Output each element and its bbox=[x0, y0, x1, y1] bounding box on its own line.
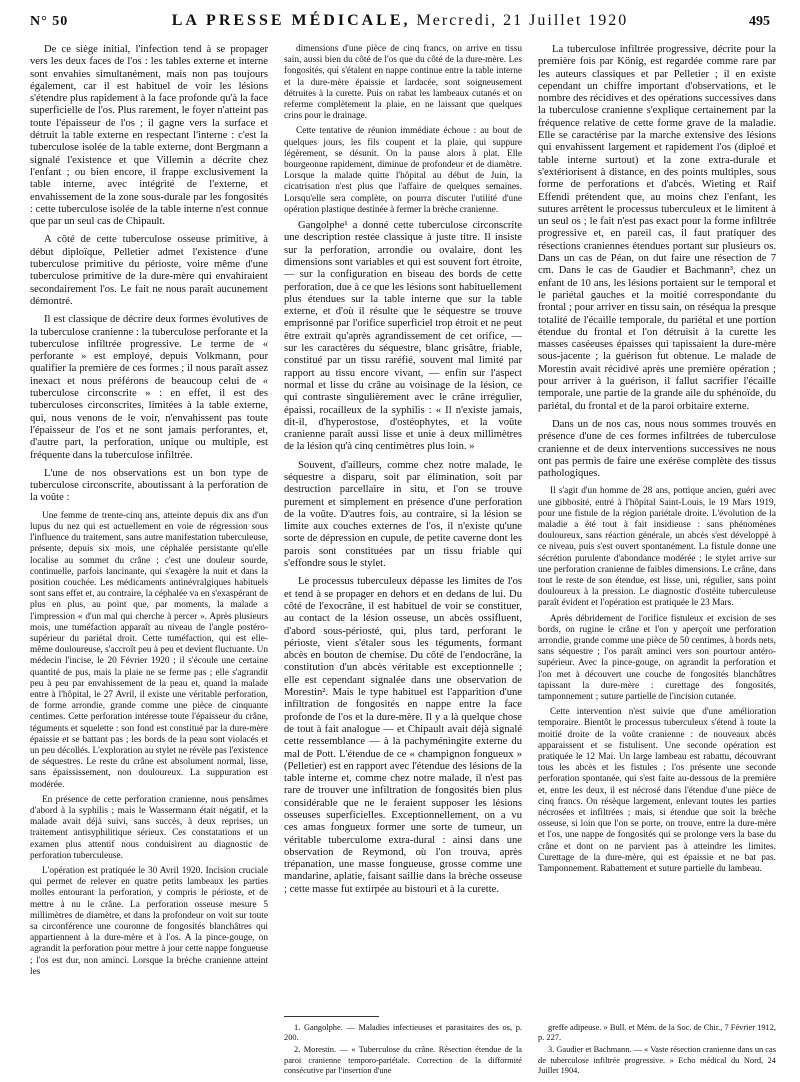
column-left bbox=[30, 44, 268, 982]
case-report-paragraph: Cette tentative de réunion immédiate échoue : au bout de quelques jours, les fils coupent et la plaie, qui suppure légèrement, se désunit. On la pause alors à plat. Elle bourgeonne rapidement, diminue de profondeur et de diamètre. Lorsque la malade quitte l'hôpital au début de Juin, la cicatrisation n'est plus que l'affaire de quelques semaines. Lorsqu'elle sera complète, on pourra discuter l'utilité d'une opération plastique destinée à fermer la brèche cranienne. bbox=[284, 126, 522, 215]
issue-number: N° 50 bbox=[30, 14, 69, 29]
footnote: 1. Gangolphe. — Maladies infectieuses et parasitaires des os, p. 200. bbox=[284, 1023, 522, 1043]
footnote: 2. Morestin. — « Tuberculose du crâne. Résection étendue de la paroi cranienne temporo-pariétale. Correction de la difformité consécutive par l'insertion d'une bbox=[284, 1045, 522, 1075]
case-report-paragraph: dimensions d'une pièce de cinq francs, on arrive en tissu sain, aussi bien du côté de l'os que du côté de la dure-mère. Les fongosités, qui s'étalent en nappe continue entre la table interne et la dure-mère épaissie et lardacée, sont soigneusement détruites à la curette. Puis on rabat les lambeaux cutanés et on referme complètement la plaie, en ne laissant que quelques crins pour le drainage. bbox=[284, 44, 522, 122]
page-header bbox=[30, 10, 770, 36]
paragraph: A côté de cette tuberculose osseuse primitive, à début diploïque, Pelletier admet l'existence d'une tuberculose primitive du périoste, voire même d'une tuberculose primitive de la dure-mère qui envahiraient secondairement l'os. Le fait ne nous paraît aucunement démontré. bbox=[30, 234, 268, 307]
paragraph: Dans un de nos cas, nous nous sommes trouvés en présence d'une de ces formes infiltrées de tuberculose cranienne et de deux interventions successives ne nous ont pas permis de faire une exérèse complète des tissus pathologiques. bbox=[538, 418, 776, 480]
case-report-paragraph: Après débridement de l'orifice fistuleux et excision de ses bords, on rugine le crâne et l'on y aperçoit une perforation arrondie, grande comme une pièce de 50 centimes, à bords nets, sans séquestre ; l'os paraît aminci vers son pourtour antéro-supérieur. Avec la pince-gouge, on agrandit la perforation et l'on met à découvert une couche de fongosités blanchâtres tapissant la dure-mère : curettage des fongosités, tamponnement ; suture partielle de l'incision cutanée. bbox=[538, 613, 776, 703]
paragraph: L'une de nos observations est un bon type de tuberculose circonscrite, aboutissant à la perforation de la voûte : bbox=[30, 467, 268, 504]
case-report-paragraph: Il s'agit d'un homme de 28 ans, pottique ancien, guéri avec une gibbosité, entré à l'hôpital Saint-Louis, le 19 Mars 1919, pour une fistule de la région pariétale droite. L'évolution de la maladie a été tout à fait insidieuse : sans phénomènes douloureux, sans réaction générale, un abcès s'est développé à ce niveau, puis s'est ouvert spontanément. La fistule donne une sécrétion purulente d'abondance modérée ; le stylet arrive sur une perforation cranienne de faibles dimensions. Le crâne, dans tout le reste de son étendue, est lisse, uni, régulier, sans point douloureux à la pression. Le diagnostic d'ostéite tuberculeuse paraît évident et l'opération est pratiquée le 23 Mars. bbox=[538, 486, 776, 609]
footnotes bbox=[284, 1010, 522, 1078]
journal-name: LA PRESSE MÉDICALE, bbox=[171, 12, 411, 29]
running-title bbox=[30, 12, 770, 30]
paragraph: Souvent, d'ailleurs, comme chez notre malade, le séquestre a disparu, soit par élimination, soit par destruction parcellaire in situ, et l'on se trouve purement et simplement en présence d'une perforation de la voûte. D'autres fois, au contraire, si la lésion se limite aux couches externes de l'os, il n'existe qu'une sorte de dépression en cupule, de petite caverne dont les parois sont constituées par un tissu friable qui s'effondre sous le stylet. bbox=[284, 459, 522, 570]
case-report-paragraph: En présence de cette perforation cranienne, nous pensâmes d'abord à la syphilis ; mais le Wassermann était négatif, et la malade avait déjà suivi, sans succès, à deux reprises, un traitement antisyphilitique sérieux. Ces constatations et un examen plus attentif nous conduisirent au diagnostic de perforation tuberculeuse. bbox=[30, 794, 268, 861]
footnote-rule bbox=[284, 1016, 379, 1017]
footnotes bbox=[538, 1010, 776, 1078]
case-report-paragraph: Une femme de trente-cinq ans, atteinte depuis dix ans d'un lupus du nez qui est actuellement en voie de régression sous l'influence du traitement, sans autre manifestation tuberculeuse, présente, depuis six mois, une céphalée persistante qu'elle localise au sommet du crâne ; c'est une douleur sourde, continuelle, parfois lancinante, qui s'exagère la nuit et dans la position couchée. Les médicaments antinévralgiques habituels sont sans effet et, au contraire, la céphalée va en s'exaspérant de plus en plus, au point que, par moments, la malade a l'impression « d'un mal qui cherche à percer ». Après plusieurs mois, une tuméfaction apparaît au niveau de l'angle postéro-supérieur du pariétal droit. Cette tuméfaction, qui est elle-même douloureuse, s'accroît peu à peu et devient fluctuante. Un médecin l'incise, le 20 Février 1920 ; il s'écoule une certaine quantité de pus, mais la plaie ne se ferme pas ; elle s'agrandit peu à peu par envahissement de la peau et, quand la malade entre à l'hôpital, le 27 Avril, il existe une véritable perforation, de forme arrondie, grande comme une pièce de cinquante centimes. Cette perforation intéresse toute l'épaisseur du crâne, téguments et squelette : son fond est constitué par la dure-mère épaissie et se battant pas ; les bords de la peau sont violacés et un peu décollés. L'exploration au stylet ne révèle pas l'existence de séquestres. Le reste du crâne est absolument normal, lisse, sans épaississement, non douloureux. La suppuration est modérée. bbox=[30, 510, 268, 790]
issue-date: Mercredi, 21 Juillet 1920 bbox=[416, 12, 629, 29]
paragraph: Gangolphe¹ a donné cette tuberculose circonscrite une description restée classique à juste titre. Il insiste sur la perforation, arrondie ou ovalaire, dont les dimensions sont variables et qui est souvent fort étroite, — sur la configuration en biseau des bords de cette perforation, due à ce que les lésions sont habituellement plus étendues sur la table interne que sur la table externe, et d'où il résulte que le séquestre se trouve emprisonné par l'orifice superficiel trop étroit et ne peut être extrait qu'après agrandissement de cet orifice, — sur les caractères du séquestre, blanc grisâtre, friable, constitué par un tissu raréfié, souvent mal limité par rapport au tissu encore vivant, — enfin sur l'aspect normal et lisse du crâne au voisinage de la lésion, ce qui contraste singulièrement avec le crâne irrégulier, épaissi, rocailleux de la syphilis : « Il n'existe jamais, dit-il, d'hyperostose, d'ostéophytes, et la voûte cranienne paraît aussi lisse et unie à deux millimètres de la lésion qu'à cinq centimètres plus loin. » bbox=[284, 220, 522, 453]
footnote: greffe adipeuse. » Bull. et Mém. de la Soc. de Chir., 7 Février 1912, p. 227. bbox=[538, 1023, 776, 1043]
case-report-paragraph: Cette intervention n'est suivie que d'une amélioration temporaire. Bientôt le processus tuberculeux s'étend à toute la moitié droite de la voûte cranienne : de nouveaux abcès apparaissent et se fistulisent. Une seconde opération est pratiquée le 12 Mai. Un large lambeau est rabattu, découvrant tous les abcès et les fistules ; l'os présente une seconde perforation spontanée, qui s'est faite au-dessous de la première et, entre les deux, il est nécrosé dans l'étendue d'une pièce de cinq francs. On résèque largement, enlevant toutes les parties nécrosées et infiltrées ; mais, si étendue que soit la brèche osseuse, si loin que l'on se porte, on trouve, entre la dure-mère et l'os, une nappe de fongosités qui se prolonge vers la base du crâne et dont on ne parvient pas à atteindre les limites. Curettage de la dure-mère, qui est épaissie et ne bat pas. Tamponnement. Rabattement et suture partielle du lambeau. bbox=[538, 707, 776, 875]
paragraph: De ce siège initial, l'infection tend à se propager vers les deux faces de l'os : les tables externe et interne sont envahies simultanément, mais non pas toujours également, car il est habituel de voir les lésions s'étendre plus rapidement à la face profonde qu'à la face superficielle de l'os. Plus rarement, le foyer n'atteint pas toute l'épaisseur de l'os ; il gagne vers la surface et détruit la table externe en respectant l'interne : c'est la tuberculose isolée de la table externe, dont Bergmann a signalé l'existence et que Villemin a décrite chez l'enfant ; ou bien encore, il frappe exclusivement la table interne, avec intégrité de l'externe, et envahissement de la zone sous-durale par les fongosités : cette tuberculose isolée de la table interne n'est connue que par un seul cas de Chipault. bbox=[30, 44, 268, 228]
paragraph: Il est classique de décrire deux formes évolutives de la tuberculose cranienne : la tuberculose perforante et la tuberculose infiltrée progressive. Le terme de « perforante » est employé, depuis Volkmann, pour qualifier la première de ces formes ; il nous paraît assez inexact et nous préférons de beaucoup celui de « tuberculose circonscrite » : en effet, il est des tuberculoses circonscrites, limitées à la table externe, qui, nous venons de le voir, n'envahissent pas toute l'épaisseur de l'os et ne sont jamais perforantes, et, d'autre part, la perforation, unique ou multiple, est fréquente dans la tuberculose infiltrée. bbox=[30, 314, 268, 461]
paragraph: La tuberculose infiltrée progressive, décrite pour la première fois par König, est regardée comme rare par les auteurs classiques et par Pelletier ; il en existe cependant un chiffre important d'observations, et le nombre des récidives et des opérations successives dans la tuberculose cranienne s'explique certainement par la fréquence relative de cette forme grave de la maladie. Elle se caractérise par la marche extensive des lésions qui envahissent largement et rapidement l'os (diploé et table interne surtout) et la zone extra-durale et s'extériorisent à distance, en des points multiples, sous forme de perforations et d'abcès. Wieting et Raif Effendi prétendent que, au moins chez l'enfant, les sutures arrêtent le processus tuberculeux et le limitent à un seul os ; le fait n'est pas exact pour la forme infiltrée progressive et, en pareil cas, il faut pratiquer des résections craniennes étendues portant sur plusieurs os. Dans un cas de Péan, on dut faire une résection de 7 cm. Dans le cas de Gaudier et Bachmann³, chez un enfant de 10 ans, les lésions portaient sur le temporal et le pariétal gauches et la moitié correspondante du frontal ; pour arriver en tissu sain, on réséqua la presque totalité de l'écaille temporale, du pariétal et une portion étendue du frontal et l'on détruisit à la curette les masses caséeuses épaisses qui tapissaient la dure-mère sous-jacente ; la guérison fut obtenue. Le malade de Morestin avait récidivé après une première opération ; pour arriver à la guérison, il fallut sacrifier l'écaille temporale, une partie de la grande aile du sphénoïde, du pariétal, du frontal et de la paroi orbitaire externe. bbox=[538, 44, 776, 412]
paragraph: Le processus tuberculeux dépasse les limites de l'os et tend à se propager en dehors et en dedans de lui. Du côté de l'exocrâne, il est habituel de voir se constituer, au contact de la lésion osseuse, un abcès ossifluent, d'abord sous-périosté, qui, plus tard, perforant le périoste, vient s'étaler sous les téguments, formant abcès en bouton de chemise. Du côté de l'endocrâne, la constitution d'un abcès véritable est exceptionnelle ; elle est cependant signalée dans une observation de Morestin². Mais le type habituel est l'apparition d'une infiltration de fongosités en nappe entre la face profonde de l'os et la dure-mère. Il y a là quelque chose de tout à fait analogue — et Chipault avait déjà signalé cette ressemblance — à la pachyméningite externe du mal de Pott. L'étendue de ce « champignon fongueux » (Pelletier) est en rapport avec l'étendue des lésions de la table interne et, comme chez notre malade, il n'est pas rare de trouver une infiltration de fongosités bien plus considérable que ne le feraient supposer les lésions osseuses superficielles. Exceptionnellement, on a vu ces amas fongueux former une sorte de tumeur, un véritable tuberculome extra-dural : ainsi dans une observation de Reymond, où l'on trouva, après trépanation, une masse fongueuse, grosse comme une mandarine, aplatie, faisant saillie dans la brèche osseuse ; cette masse fut extirpée au bistouri et à la curette. bbox=[284, 576, 522, 895]
footnote: 3. Gaudier et Bachmann. — « Vaste résection cranienne dans un cas de tuberculose infiltrée progressive. » Echo médical du Nord, 24 Juillet 1904. bbox=[538, 1045, 776, 1075]
page-number: 495 bbox=[749, 14, 770, 29]
column-right bbox=[538, 44, 776, 1075]
column-middle bbox=[284, 44, 522, 1075]
case-report-paragraph: L'opération est pratiquée le 30 Avril 1920. Incision cruciale qui permet de relever en quatre petits lambeaux les parties molles entourant la perforation, y compris le périoste, et de mettre à nu le crâne. La perforation osseuse mesure 5 millimètres de diamètre, et dans la profondeur on voit sur toute sa circonférence une couronne de fongosités blanchâtres qui appartiennent à la dure-mère et à l'os. A la pince-gouge, on agrandit la perforation pour mettre à jour cette nappe fongueuse ; l'os est dur, non aminci. Lorsque la brèche cranienne atteint les bbox=[30, 865, 268, 977]
